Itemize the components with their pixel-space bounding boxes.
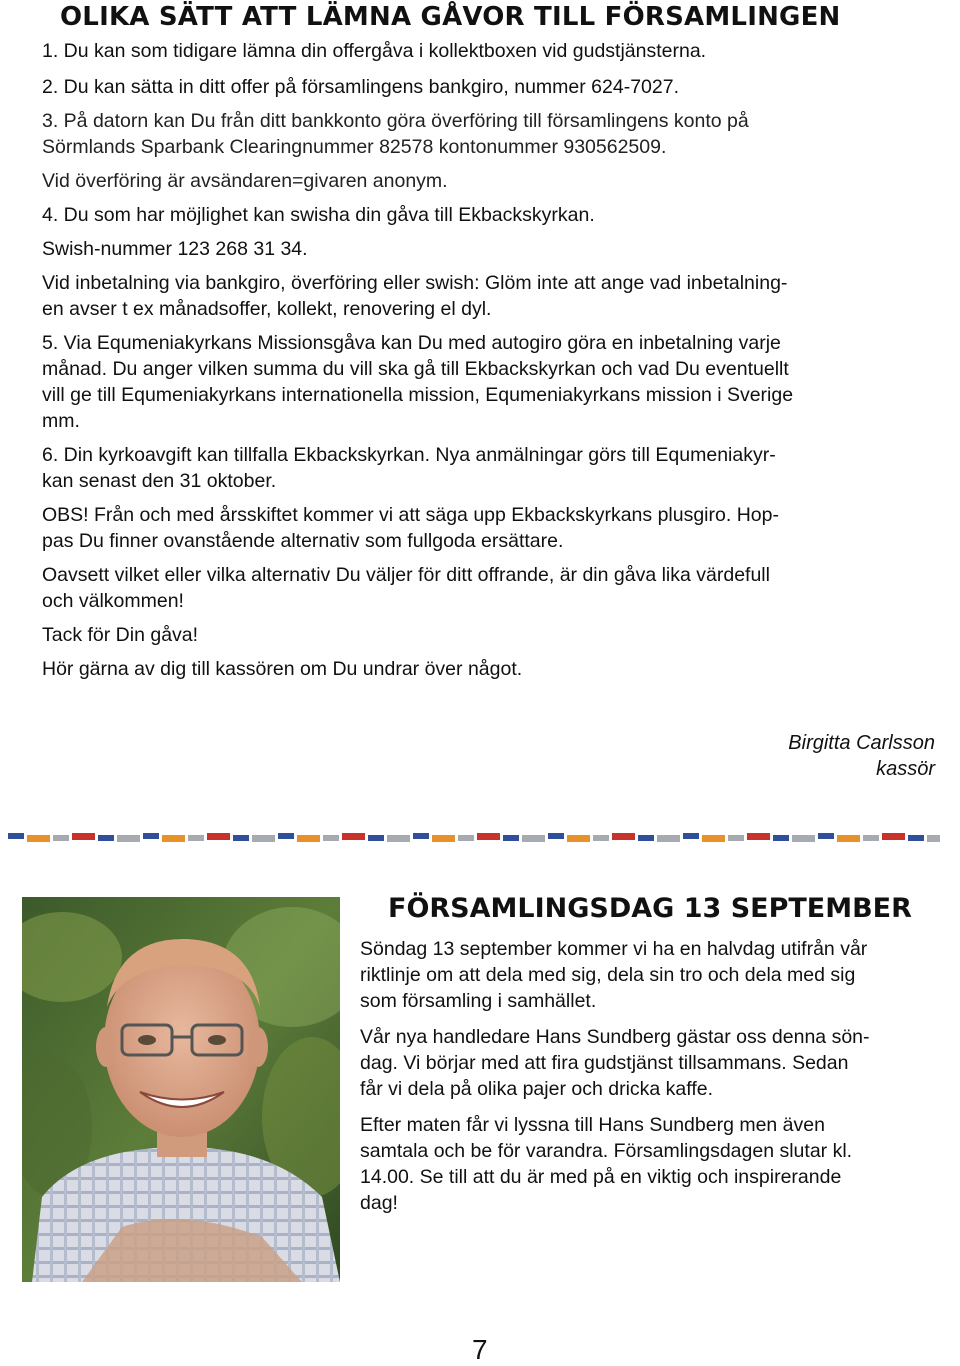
divider-dash (477, 833, 500, 840)
text-line: 2. Du kan sätta in ditt offer på församlingens bankgiro, nummer 624-7027. (42, 76, 679, 98)
paragraph (42, 108, 922, 160)
divider-dash (458, 835, 474, 841)
text-line: Oavsett vilket eller vilka alternativ Du väljer för ditt offrande, är din gåva lika värdefull (42, 564, 770, 586)
text-line: dag! (360, 1192, 398, 1214)
text-line: som församling i samhället. (360, 990, 597, 1012)
divider-dash (548, 833, 564, 839)
divider-dash (323, 835, 339, 841)
paragraph (42, 38, 922, 64)
divider-dash (792, 835, 815, 842)
divider-dash (72, 833, 95, 840)
text-line: OBS! Från och med årsskiftet kommer vi att säga upp Ekbackskyrkans plusgiro. Hop- (42, 504, 779, 526)
divider-dash (882, 833, 905, 840)
divider-dash (432, 835, 455, 842)
paragraph (42, 202, 922, 228)
paragraph (42, 270, 922, 322)
text-line: Vid inbetalning via bankgiro, överföring eller swish: Glöm inte att ange vad inbetalning- (42, 272, 788, 294)
decorative-divider (0, 830, 960, 844)
divider-dash (413, 833, 429, 839)
text-line: 3. På datorn kan Du från ditt bankkonto göra överföring till församlingens konto på (42, 110, 749, 132)
paragraph (42, 74, 922, 100)
text-line: månad. Du anger vilken summa du vill ska gå till Ekbackskyrkan och vad Du eventuellt (42, 358, 789, 380)
divider-dash (567, 835, 590, 842)
text-line: mm. (42, 410, 80, 432)
divider-dash (233, 835, 249, 841)
divider-dash (657, 835, 680, 842)
divider-dash (728, 835, 744, 841)
divider-dash (117, 835, 140, 842)
paragraph (42, 442, 922, 494)
divider-dash (612, 833, 635, 840)
divider-dash (638, 835, 654, 841)
divider-dash (503, 835, 519, 841)
paragraph (360, 1024, 950, 1102)
paragraph (42, 562, 922, 614)
text-line: Vår nya handledare Hans Sundberg gästar oss denna sön- (360, 1026, 870, 1048)
divider-dash (252, 835, 275, 842)
divider-dash (8, 833, 24, 839)
text-line: Söndag 13 september kommer vi ha en halvdag utifrån vår (360, 938, 868, 960)
divider-dash (27, 835, 50, 842)
divider-dash (927, 835, 940, 842)
text-line: riktlinje om att dela med sig, dela sin tro och dela med sig (360, 964, 856, 986)
divider-dash (297, 835, 320, 842)
text-line: och välkommen! (42, 590, 184, 612)
divider-dash (593, 835, 609, 841)
portrait-photo (22, 897, 340, 1282)
divider-dash (837, 835, 860, 842)
text-line: 5. Via Equmeniakyrkans Missionsgåva kan Du med autogiro göra en inbetalning varje (42, 332, 781, 354)
divider-dash (278, 833, 294, 839)
paragraph (42, 168, 922, 194)
divider-dash (188, 835, 204, 841)
text-line: Efter maten får vi lyssna till Hans Sundberg men även (360, 1114, 825, 1136)
text-line: vill ge till Equmeniakyrkans internationella mission, Equmeniakyrkans mission i Sverige (42, 384, 794, 406)
text-line: samtala och be för varandra. Församlingsdagen slutar kl. (360, 1140, 853, 1162)
paragraph (42, 622, 922, 648)
text-line: kan senast den 31 oktober. (42, 470, 277, 492)
text-line: 4. Du som har möjlighet kan swisha din gåva till Ekbackskyrkan. (42, 204, 595, 226)
text-line: Vid överföring är avsändaren=givaren anonym. (42, 170, 448, 192)
signature-role: kassör (876, 758, 935, 780)
divider-dash (522, 835, 545, 842)
divider-dash (863, 835, 879, 841)
text-line: Sörmlands Sparbank Clearingnummer 82578 kontonummer 930562509. (42, 136, 667, 158)
page-number: 7 (472, 1334, 488, 1365)
divider-dash (818, 833, 834, 839)
divider-dash (387, 835, 410, 842)
divider-dash (207, 833, 230, 840)
section-heading-event: FÖRSAMLINGSDAG 13 SEPTEMBER (388, 893, 912, 924)
divider-dash (162, 835, 185, 842)
text-line: 1. Du kan som tidigare lämna din offergåva i kollektboxen vid gudstjänsterna. (42, 40, 707, 62)
text-line: Swish-nummer 123 268 31 34. (42, 238, 308, 260)
divider-dash (143, 833, 159, 839)
portrait-image (22, 897, 340, 1282)
divider-dash (773, 835, 789, 841)
section-heading-gifts: OLIKA SÄTT ATT LÄMNA GÅVOR TILL FÖRSAMLINGEN (60, 2, 841, 32)
divider-dash (368, 835, 384, 841)
paragraph (360, 936, 950, 1014)
paragraph (360, 1112, 950, 1216)
text-line: 6. Din kyrkoavgift kan tillfalla Ekbackskyrkan. Nya anmälningar görs till Equmeniakyr- (42, 444, 776, 466)
divider-dash (908, 835, 924, 841)
divider-dash (747, 833, 770, 840)
signature (788, 730, 935, 782)
text-line: dag. Vi börjar med att fira gudstjänst tillsammans. Sedan (360, 1052, 849, 1074)
gift-methods-text (42, 38, 922, 690)
paragraph (42, 502, 922, 554)
divider-dash (98, 835, 114, 841)
divider-dash (342, 833, 365, 840)
text-line: pas Du finner ovanstående alternativ som fullgoda ersättare. (42, 530, 564, 552)
paragraph (42, 656, 922, 682)
paragraph (42, 330, 922, 434)
text-line: 14.00. Se till att du är med på en viktig och inspirerande (360, 1166, 842, 1188)
divider-dash (53, 835, 69, 841)
divider-dash (702, 835, 725, 842)
text-line: Hör gärna av dig till kassören om Du undrar över något. (42, 658, 523, 680)
event-text (360, 936, 950, 1226)
text-line: en avser t ex månadsoffer, kollekt, renovering el dyl. (42, 298, 492, 320)
text-line: Tack för Din gåva! (42, 624, 199, 646)
signature-name: Birgitta Carlsson (788, 732, 935, 754)
paragraph (42, 236, 922, 262)
divider-dash (683, 833, 699, 839)
text-line: får vi dela på olika pajer och dricka kaffe. (360, 1078, 713, 1100)
